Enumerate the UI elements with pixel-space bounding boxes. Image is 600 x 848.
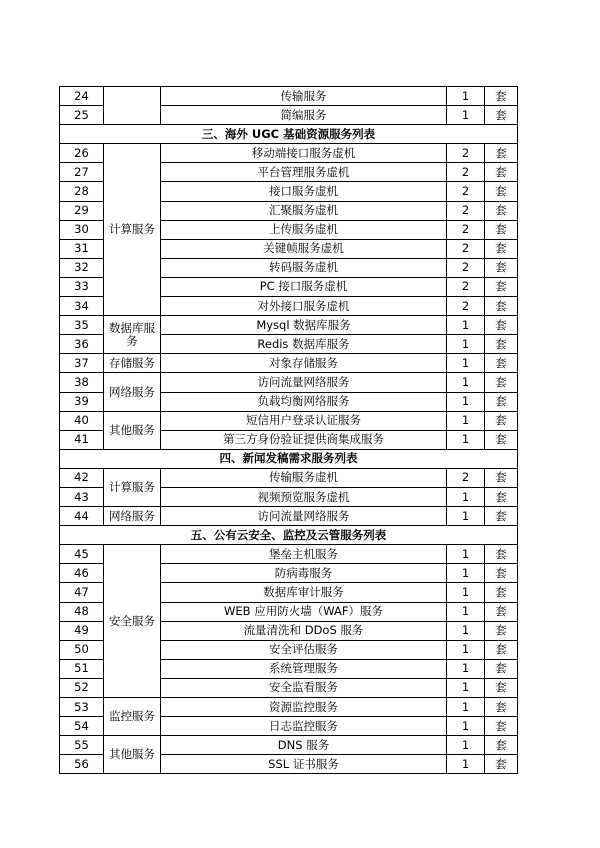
unit: 套 [485, 335, 518, 354]
quantity: 1 [447, 487, 485, 506]
service-name: 上传服务虚机 [161, 220, 447, 239]
unit: 套 [485, 640, 518, 659]
service-name: SSL 证书服务 [161, 755, 447, 774]
unit: 套 [485, 602, 518, 621]
row-number: 38 [60, 373, 104, 392]
category-cell: 网络服务 [104, 373, 161, 411]
unit: 套 [485, 411, 518, 430]
row-number: 40 [60, 411, 104, 430]
quantity: 1 [447, 106, 485, 125]
unit: 套 [485, 678, 518, 697]
unit: 套 [485, 316, 518, 335]
service-name: 访问流量网络服务 [161, 507, 447, 526]
service-name: 数据库审计服务 [161, 583, 447, 602]
quantity: 1 [447, 354, 485, 373]
table-row [60, 87, 518, 106]
unit: 套 [485, 144, 518, 163]
category-cell: 数据库服务 [104, 316, 161, 354]
table-row [60, 698, 518, 717]
row-number: 50 [60, 640, 104, 659]
category-cell: 其他服务 [104, 736, 161, 774]
table-row [60, 411, 518, 430]
category-cell: 其他服务 [104, 411, 161, 449]
service-name: WEB 应用防火墙（WAF）服务 [161, 602, 447, 621]
quantity: 1 [447, 430, 485, 449]
unit: 套 [485, 583, 518, 602]
service-name: 平台管理服务虚机 [161, 163, 447, 182]
table-row [60, 736, 518, 755]
service-name: 短信用户登录认证服务 [161, 411, 447, 430]
service-name: 传输服务 [161, 87, 447, 106]
category-cell: 网络服务 [104, 507, 161, 526]
row-number: 33 [60, 277, 104, 296]
unit: 套 [485, 106, 518, 125]
quantity: 1 [447, 678, 485, 697]
unit: 套 [485, 297, 518, 316]
service-name: 对象存储服务 [161, 354, 447, 373]
unit: 套 [485, 545, 518, 564]
unit: 套 [485, 468, 518, 487]
category-cell [104, 87, 161, 125]
row-number: 41 [60, 430, 104, 449]
service-name: 汇聚服务虚机 [161, 201, 447, 220]
row-number: 28 [60, 182, 104, 201]
section-header-row [60, 125, 518, 144]
service-name: 资源监控服务 [161, 698, 447, 717]
unit: 套 [485, 736, 518, 755]
unit: 套 [485, 163, 518, 182]
quantity: 2 [447, 144, 485, 163]
row-number: 24 [60, 87, 104, 106]
row-number: 43 [60, 487, 104, 506]
row-number: 55 [60, 736, 104, 755]
row-number: 52 [60, 678, 104, 697]
service-name: 移动端接口服务虚机 [161, 144, 447, 163]
row-number: 26 [60, 144, 104, 163]
quantity: 1 [447, 621, 485, 640]
row-number: 42 [60, 468, 104, 487]
row-number: 35 [60, 316, 104, 335]
unit: 套 [485, 258, 518, 277]
service-name: PC 接口服务虚机 [161, 277, 447, 296]
quantity: 1 [447, 717, 485, 736]
service-name: 日志监控服务 [161, 717, 447, 736]
row-number: 31 [60, 239, 104, 258]
table-row [60, 316, 518, 335]
quantity: 1 [447, 755, 485, 774]
service-name: 传输服务虚机 [161, 468, 447, 487]
category-cell: 安全服务 [104, 545, 161, 698]
quantity: 2 [447, 220, 485, 239]
section-header-row [60, 449, 518, 468]
row-number: 39 [60, 392, 104, 411]
row-number: 48 [60, 602, 104, 621]
row-number: 34 [60, 297, 104, 316]
table-row [60, 373, 518, 392]
quantity: 2 [447, 258, 485, 277]
quantity: 1 [447, 583, 485, 602]
row-number: 30 [60, 220, 104, 239]
service-name: 转码服务虚机 [161, 258, 447, 277]
service-name: 简编服务 [161, 106, 447, 125]
unit: 套 [485, 373, 518, 392]
service-name: 接口服务虚机 [161, 182, 447, 201]
service-name: 安全评估服务 [161, 640, 447, 659]
unit: 套 [485, 755, 518, 774]
quantity: 1 [447, 411, 485, 430]
unit: 套 [485, 659, 518, 678]
service-name: 流量清洗和 DDoS 服务 [161, 621, 447, 640]
unit: 套 [485, 277, 518, 296]
service-name: 堡垒主机服务 [161, 545, 447, 564]
section-title: 四、新闻发稿需求服务列表 [60, 449, 518, 468]
quantity: 1 [447, 659, 485, 678]
quantity: 1 [447, 507, 485, 526]
quantity: 1 [447, 392, 485, 411]
quantity: 1 [447, 335, 485, 354]
row-number: 44 [60, 507, 104, 526]
unit: 套 [485, 239, 518, 258]
category-cell: 计算服务 [104, 144, 161, 316]
unit: 套 [485, 220, 518, 239]
category-cell: 存储服务 [104, 354, 161, 373]
table-row [60, 468, 518, 487]
row-number: 29 [60, 201, 104, 220]
unit: 套 [485, 201, 518, 220]
table-row [60, 507, 518, 526]
unit: 套 [485, 487, 518, 506]
service-list-body [60, 87, 518, 774]
quantity: 1 [447, 602, 485, 621]
service-name: 第三方身份验证提供商集成服务 [161, 430, 447, 449]
service-name: 安全监看服务 [161, 678, 447, 697]
service-name: Redis 数据库服务 [161, 335, 447, 354]
quantity: 2 [447, 297, 485, 316]
section-title: 三、海外 UGC 基础资源服务列表 [60, 125, 518, 144]
service-name: Mysql 数据库服务 [161, 316, 447, 335]
unit: 套 [485, 564, 518, 583]
service-name: DNS 服务 [161, 736, 447, 755]
quantity: 1 [447, 640, 485, 659]
unit: 套 [485, 392, 518, 411]
unit: 套 [485, 182, 518, 201]
row-number: 49 [60, 621, 104, 640]
row-number: 56 [60, 755, 104, 774]
unit: 套 [485, 430, 518, 449]
row-number: 37 [60, 354, 104, 373]
service-name: 关键帧服务虚机 [161, 239, 447, 258]
row-number: 32 [60, 258, 104, 277]
table-row [60, 545, 518, 564]
row-number: 45 [60, 545, 104, 564]
row-number: 36 [60, 335, 104, 354]
row-number: 25 [60, 106, 104, 125]
service-name: 访问流量网络服务 [161, 373, 447, 392]
service-name: 系统管理服务 [161, 659, 447, 678]
quantity: 2 [447, 277, 485, 296]
unit: 套 [485, 621, 518, 640]
quantity: 1 [447, 545, 485, 564]
row-number: 46 [60, 564, 104, 583]
quantity: 1 [447, 564, 485, 583]
unit: 套 [485, 507, 518, 526]
quantity: 2 [447, 201, 485, 220]
category-cell: 计算服务 [104, 468, 161, 506]
quantity: 1 [447, 316, 485, 335]
row-number: 51 [60, 659, 104, 678]
row-number: 47 [60, 583, 104, 602]
quantity: 1 [447, 373, 485, 392]
section-header-row [60, 526, 518, 545]
service-name: 对外接口服务虚机 [161, 297, 447, 316]
service-name: 防病毒服务 [161, 564, 447, 583]
quantity: 2 [447, 468, 485, 487]
quantity: 2 [447, 239, 485, 258]
unit: 套 [485, 698, 518, 717]
service-list-table [59, 86, 518, 774]
quantity: 1 [447, 698, 485, 717]
unit: 套 [485, 87, 518, 106]
quantity: 2 [447, 182, 485, 201]
unit: 套 [485, 717, 518, 736]
quantity: 2 [447, 163, 485, 182]
service-name: 视频预览服务虚机 [161, 487, 447, 506]
row-number: 27 [60, 163, 104, 182]
row-number: 53 [60, 698, 104, 717]
table-row [60, 144, 518, 163]
quantity: 1 [447, 736, 485, 755]
service-name: 负载均衡网络服务 [161, 392, 447, 411]
table-row [60, 354, 518, 373]
section-title: 五、公有云安全、监控及云管服务列表 [60, 526, 518, 545]
unit: 套 [485, 354, 518, 373]
category-cell: 监控服务 [104, 698, 161, 736]
row-number: 54 [60, 717, 104, 736]
quantity: 1 [447, 87, 485, 106]
